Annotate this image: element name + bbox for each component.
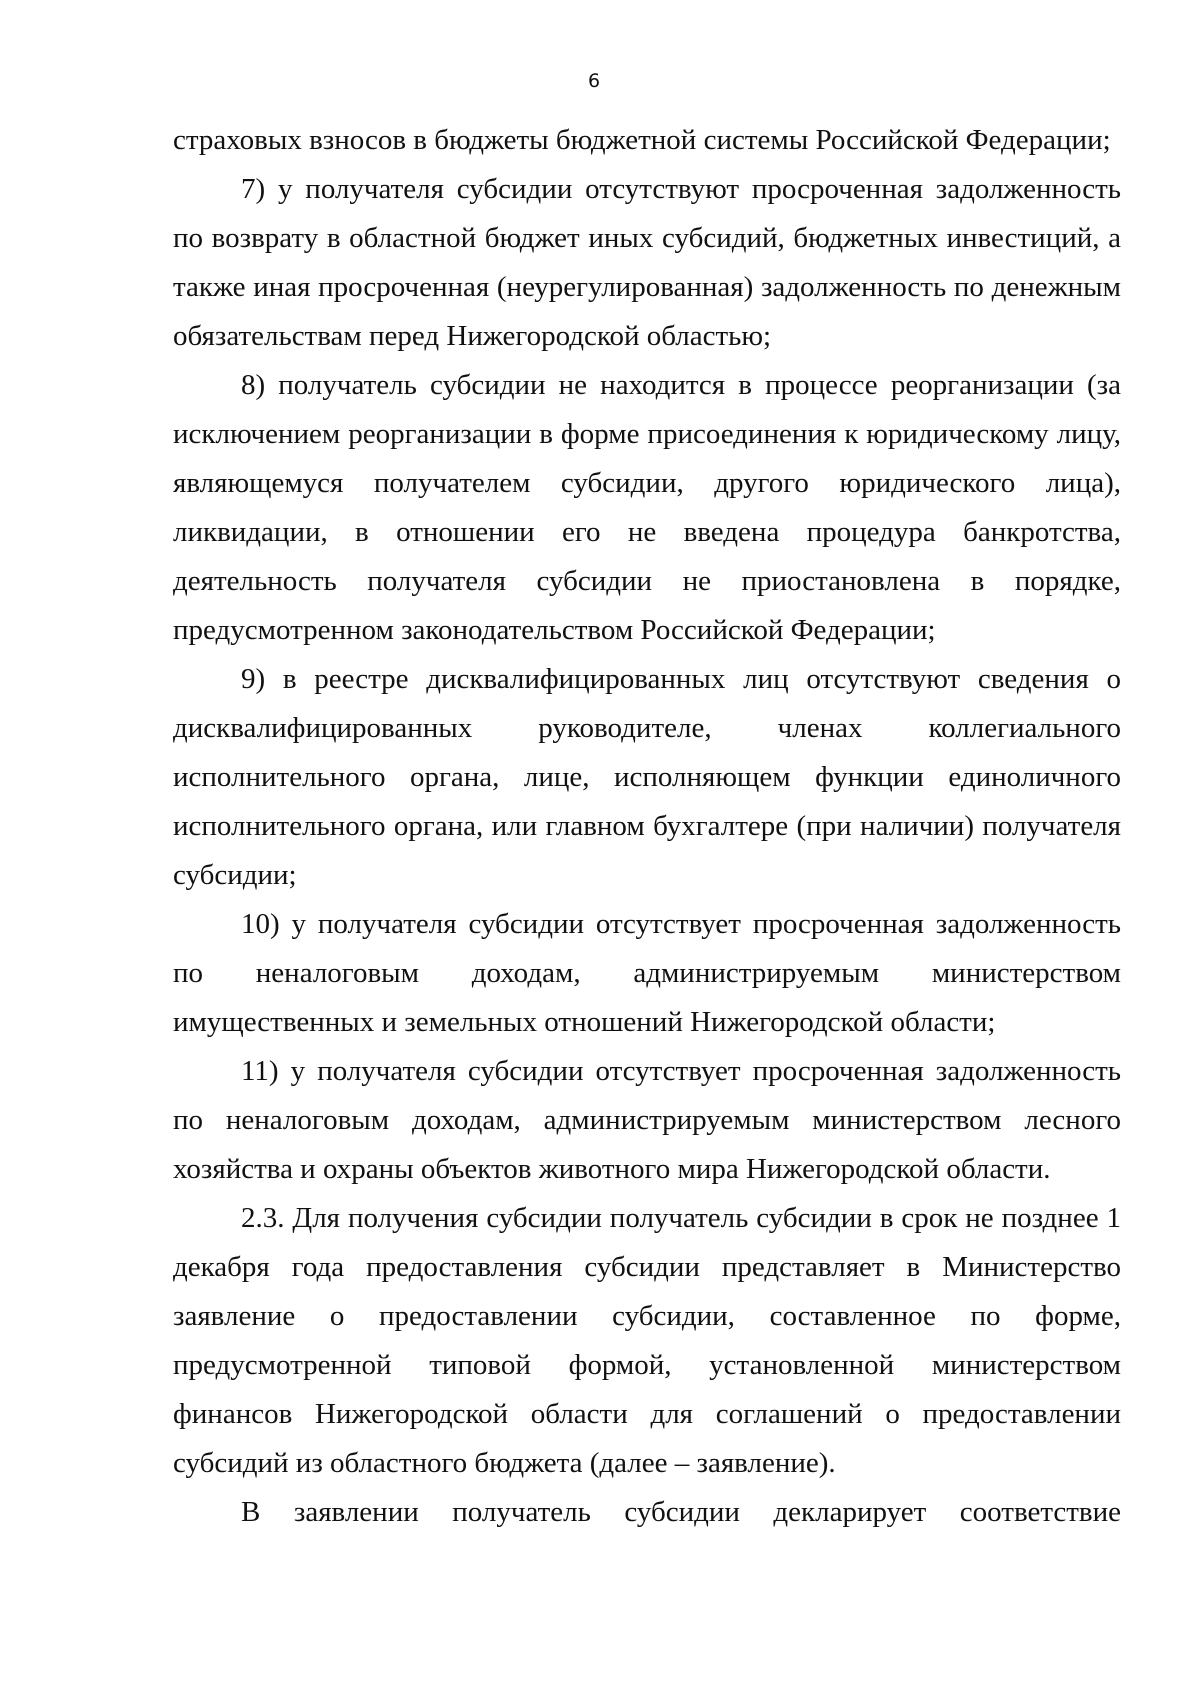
document-body [173,116,1121,1537]
paragraph-item-10: 10) у получателя субсидии отсутствует просроченная задолженность по неналоговым доходам, администрируемым министерством имущественных и земельных отношений Нижегородской области; [173,908,1121,1038]
page-number: 6 [587,70,601,92]
paragraph-continuation: страховых взносов в бюджеты бюджетной системы Российской Федерации; [173,124,1111,156]
paragraph-item-8: 8) получатель субсидии не находится в процессе реорганизации (за исключением реорганизации в форме присоединения к юридическому лицу, являющемуся получателем субсидии, другого юридического лица), ликвидации, в отношении его не введена процедура банкротства, деятельность получателя субсидии не приостановлена в порядке, предусмотренном законодательством Российской Федерации; [173,369,1121,646]
paragraph-item-11: 11) у получателя субсидии отсутствует просроченная задолженность по неналоговым доходам, администрируемым министерством лесного хозяйства и охраны объектов животного мира Нижегородской области. [173,1055,1121,1185]
paragraph-declaration: В заявлении получатель субсидии декларирует соответствие [241,1496,1121,1528]
paragraph-item-7: 7) у получателя субсидии отсутствуют просроченная задолженность по возврату в областной бюджет иных субсидий, бюджетных инвестиций, а также иная просроченная (неурегулированная) задолженность по денежным обязательствам перед Нижегородской областью; [173,173,1121,352]
paragraph-section-2-3: 2.3. Для получения субсидии получатель субсидии в срок не позднее 1 декабря года предоставления субсидии представляет в Министерство заявление о предоставлении субсидии, составленное по форме, предусмотренной типовой формой, установленной министерством финансов Нижегородской области для соглашений о предоставлении субсидий из областного бюджета (далее – заявление). [173,1202,1121,1479]
paragraph-item-9: 9) в реестре дисквалифицированных лиц отсутствуют сведения о дисквалифицированных руководителе, членах коллегиального исполнительного органа, лице, исполняющем функции единоличного исполнительного органа, или главном бухгалтере (при наличии) получателя субсидии; [173,663,1121,891]
